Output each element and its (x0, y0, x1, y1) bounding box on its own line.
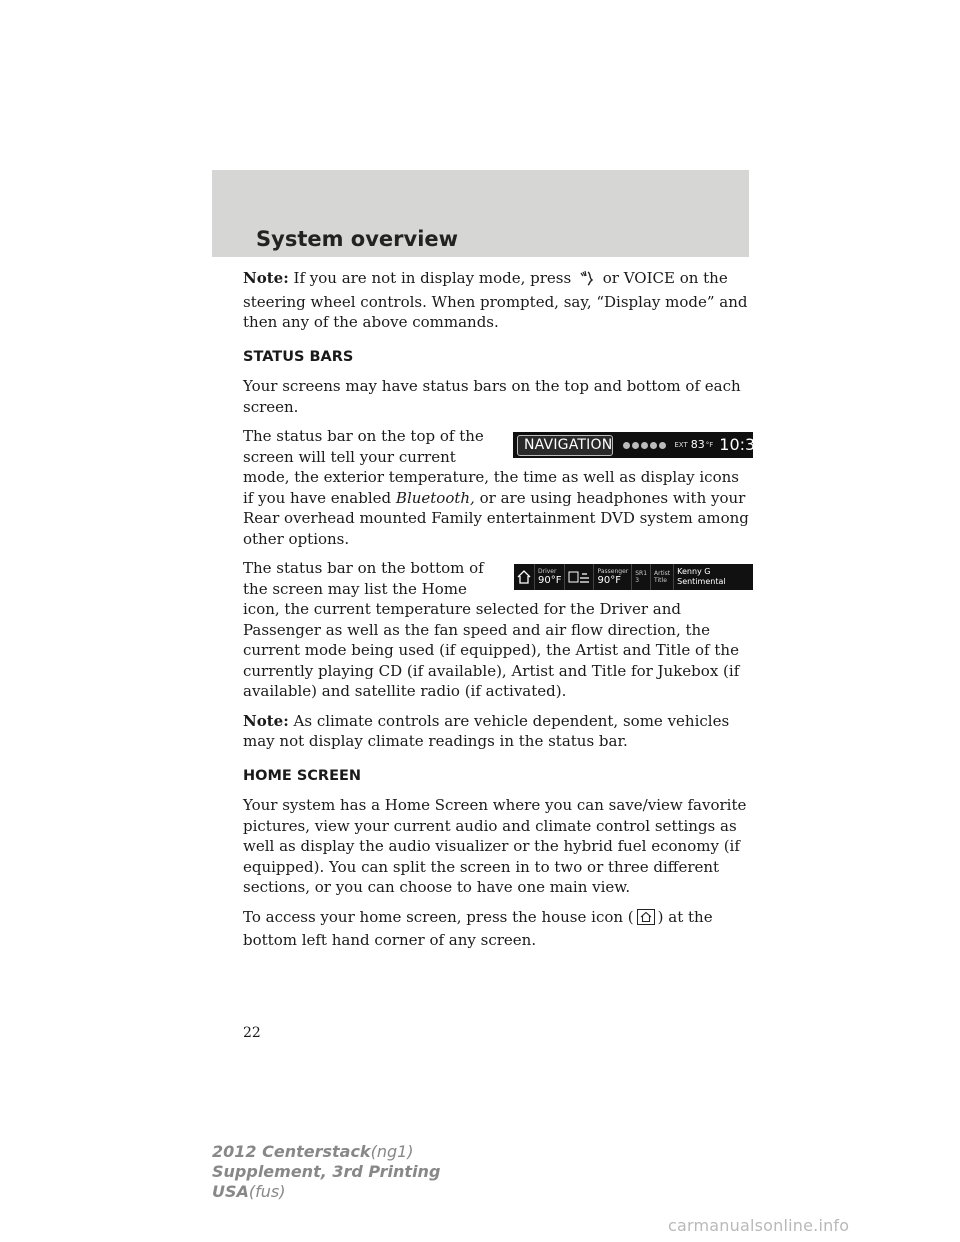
passenger-temp-cell: Passenger 90°F (594, 564, 632, 590)
clock-ampm: am (766, 439, 781, 450)
artist-title-labels: Artist Title (651, 564, 674, 590)
status-bars-heading: STATUS BARS (243, 348, 354, 365)
section-header-band (212, 170, 749, 257)
page-number: 22 (243, 1025, 261, 1041)
satellite-icon (659, 442, 666, 449)
home-screen-paragraph-1: Your system has a Home Screen where you can save/view favorite pictures, view your current audio and climate control settings as well as display the audio visualizer or the hybrid fuel economy (if equipped). You can split the screen in to two or three different sections, or you can choose to have one main view. (243, 796, 747, 896)
home-screen-heading: HOME SCREEN (243, 767, 362, 784)
top-status-bar-image (513, 432, 781, 458)
status-bars-intro: Your screens may have status bars on the top and bottom of each screen. (243, 377, 741, 416)
headphones-icon (641, 442, 648, 449)
top-status-bar-text: The status bar on the top of the screen will tell your current mode, the exterior temperature, the time as well as display icons if you have enabled Bluetooth, or are using headphones with your Rear overhead mounted Family entertainment DVD system among other options. (243, 427, 749, 548)
status-icons-group (623, 442, 666, 449)
fan-cell (565, 564, 594, 590)
note-paragraph-1: Note: If you are not in display mode, press or VOICE on the steering wheel controls. When prompted, say, “Display mode” and then any of the above commands. (243, 269, 748, 331)
ext-label: EXT (674, 440, 688, 449)
watermark: carmanualsonline.info (668, 1216, 850, 1235)
note-label-2: Note: (243, 711, 289, 730)
exterior-temp: 83 (690, 437, 705, 451)
note-paragraph-2: Note: As climate controls are vehicle dependent, some vehicles may not display climate readings in the status bar. (243, 711, 730, 750)
clock-time: 10:37 (719, 434, 766, 454)
page-content (243, 268, 781, 960)
artist-title-values: Kenny G Sentimental (677, 567, 726, 586)
bottom-status-bar-block (243, 558, 753, 702)
note-label: Note: (243, 269, 289, 287)
home-screen-paragraph-2: To access your home screen, press the house icon ( ) at the bottom left hand corner of any screen. (243, 907, 713, 949)
lock-icon (650, 442, 657, 449)
fan-airflow-icon (568, 569, 590, 585)
driver-temp-cell: Driver 90°F (535, 564, 565, 590)
publication-info: 2012 Centerstack(ng1) Supplement, 3rd Printing USA(fus) (212, 1142, 441, 1201)
bluetooth-icon (623, 442, 630, 449)
bottom-status-bar-image (514, 564, 753, 590)
bottom-status-bar-text: The status bar on the bottom of the screen may list the Home icon, the current temperature selected for the Driver and Passenger as well as the fan speed and air flow direction, the current mode being used (if equipped), the Artist and Title of the currently playing CD (if available), Artist and Title for Jukebox (if available) and satellite radio (if activated). (243, 559, 740, 700)
message-icon (632, 442, 639, 449)
home-cell (514, 564, 535, 590)
section-title: System overview (256, 227, 459, 251)
temp-unit: °F (705, 440, 714, 449)
voice-command-icon (580, 270, 594, 292)
house-icon (637, 909, 655, 931)
top-status-bar-block (243, 426, 781, 549)
house-icon (517, 570, 531, 584)
nav-mode-label: NAVIGATION (517, 435, 613, 456)
source-cell: SR1 3 (632, 564, 651, 590)
